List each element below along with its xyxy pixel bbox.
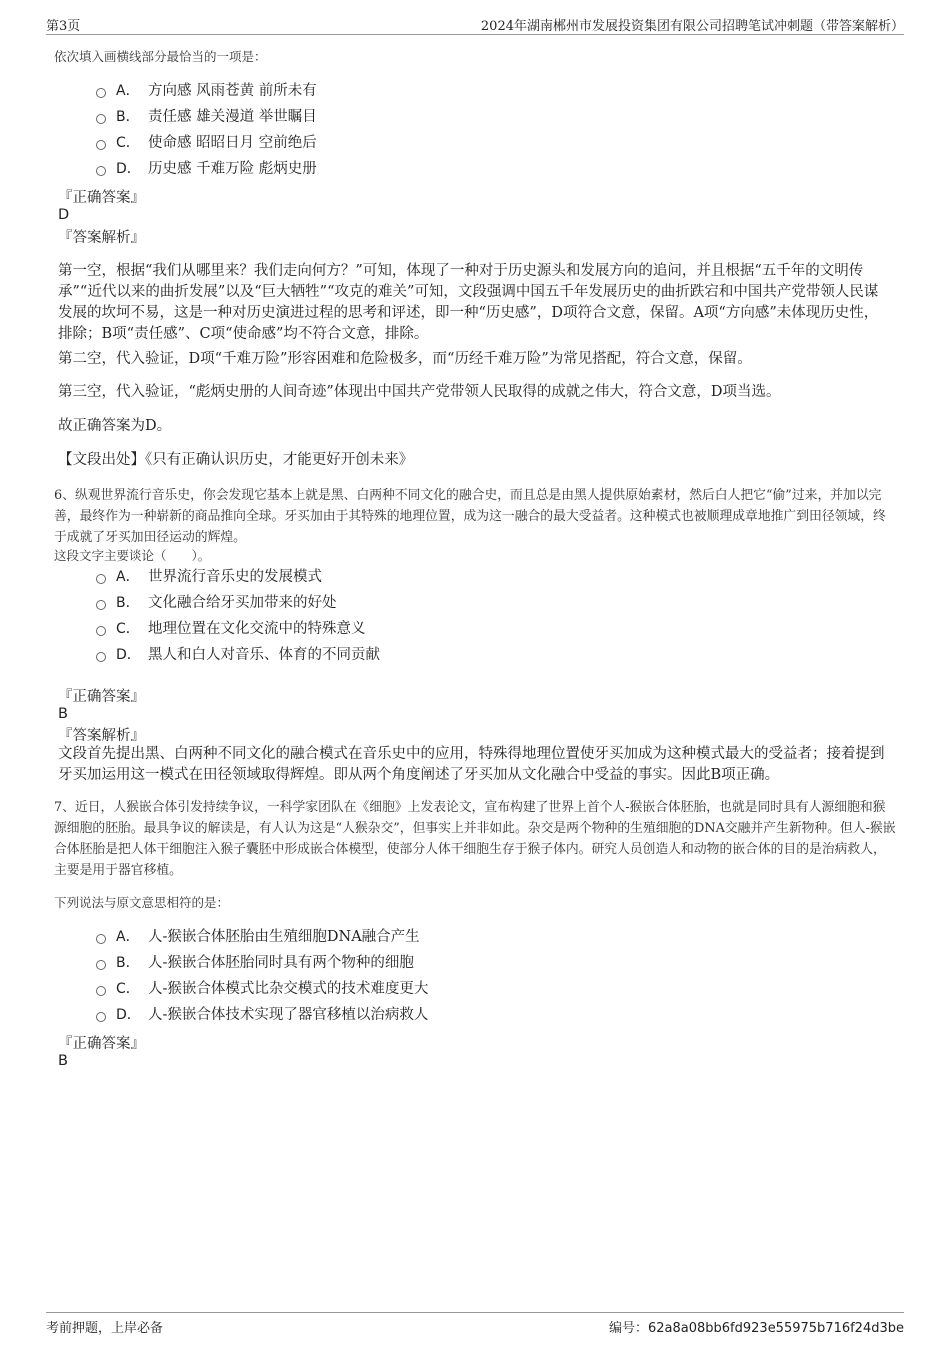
q5-analysis-para-3: 第三空，代入验证，“彪炳史册的人间奇迹”体现出中国共产党带领人民取得的成就之伟大，符合文意，D项当选。 xyxy=(58,384,781,400)
q6-analysis: 文段首先提出黑、白两种不同文化的融合模式在音乐史中的应用，特殊得地理位置使牙买加成为这种模式最大的受益者；接着提到牙买加运用这一模式在田径领域取得辉煌。即从两个角度阐述了牙买加从文化融合中受益的事实。因此B项正确。 xyxy=(58,746,885,783)
q5-answer-label: 『正确答案』 xyxy=(58,190,145,206)
q5-source: 【文段出处】《只有正确认识历史，才能更好开创未来》 xyxy=(58,452,414,468)
q5-option-c[interactable]: C． 使命感 昭昭日月 空前绝后 xyxy=(96,132,317,154)
q5-option-d[interactable]: D． 历史感 千难万险 彪炳史册 xyxy=(96,158,317,180)
page-number: 第3页 xyxy=(46,19,81,34)
q6-option-d[interactable]: D． 黑人和白人对音乐、体育的不同贡献 xyxy=(96,644,380,666)
radio-icon[interactable] xyxy=(96,114,106,124)
page-header xyxy=(46,14,904,35)
q6-analysis-label: 『答案解析』 xyxy=(58,728,145,744)
radio-icon[interactable] xyxy=(96,1012,106,1022)
radio-icon[interactable] xyxy=(96,600,106,610)
radio-icon[interactable] xyxy=(96,166,106,176)
q6-answer-label: 『正确答案』 xyxy=(58,689,145,705)
q7-option-c[interactable]: C． 人-猴嵌合体模式比杂交模式的技术难度更大 xyxy=(96,978,428,1000)
q6-stem: 6、纵观世界流行音乐史，你会发现它基本上就是黑、白两种不同文化的融合史，而且总是由黑人提供原始素材，然后白人把它“偷”过来，并加以完善，最终作为一种崭新的商品推向全球。牙买加由于其特殊的地理位置，成为这一融合的最大受益者。这种模式也被顺理成章地推广到田径领域，终于成就了牙买加田径运动的辉煌。 xyxy=(54,488,886,545)
radio-icon[interactable] xyxy=(96,140,106,150)
page-footer xyxy=(46,1312,904,1337)
q5-analysis-para-1: 第一空，根据“我们从哪里来？我们走向何方？”可知，体现了一种对于历史源头和发展方向的追问，并且根据“五千年的文明传承”“近代以来的曲折发展”以及“巨大牺牲”“攻克的难关”可知，文段强调中国五千年发展历史的曲折跌宕和中国共产党带领人民谋发展的坎坷不易，这是一种对历史演进过程的思考和评述，即一种“历史感”，D项符合文意，保留。A项“方向感”未体现历史性，排除；B项“责任感”、C项“使命感”均不符合文意，排除。 xyxy=(58,263,879,342)
q7-answer: B xyxy=(58,1053,68,1069)
radio-icon[interactable] xyxy=(96,960,106,970)
q6-prompt: 这段文字主要谈论（ ）。 xyxy=(54,548,211,563)
q7-prompt: 下列说法与原文意思相符的是： xyxy=(54,895,230,910)
radio-icon[interactable] xyxy=(96,934,106,944)
document-title: 2024年湖南郴州市发展投资集团有限公司招聘笔试冲刺题（带答案解析） xyxy=(480,19,904,34)
radio-icon[interactable] xyxy=(96,626,106,636)
q5-analysis-label: 『答案解析』 xyxy=(58,230,145,246)
q5-conclusion: 故正确答案为D。 xyxy=(58,418,172,434)
q7-answer-label: 『正确答案』 xyxy=(58,1036,145,1052)
q6-option-c[interactable]: C． 地理位置在文化交流中的特殊意义 xyxy=(96,618,366,640)
q5-analysis-para-2: 第二空，代入验证，D项“千难万险”形容困难和危险极多，而“历经千难万险”为常见搭配，符合文意，保留。 xyxy=(58,351,752,367)
q6-option-a[interactable]: A． 世界流行音乐史的发展模式 xyxy=(96,566,322,588)
code-label: 编号： xyxy=(608,1321,648,1336)
q5-prompt: 依次填入画横线部分最恰当的一项是： xyxy=(54,49,267,64)
code-value: 62a8a08bb6fd923e55975b716f24d3be xyxy=(647,1321,904,1336)
radio-icon[interactable] xyxy=(96,986,106,996)
q6-answer: B xyxy=(58,706,68,722)
q5-option-a[interactable]: A． 方向感 风雨苍黄 前所未有 xyxy=(96,80,317,102)
radio-icon[interactable] xyxy=(96,652,106,662)
radio-icon[interactable] xyxy=(96,574,106,584)
footer-slogan: 考前押题，上岸必备 xyxy=(46,1321,164,1336)
q7-stem: 7、近日，人猴嵌合体引发持续争议，一科学家团队在《细胞》上发表论文，宣布构建了世界上首个人-猴嵌合体胚胎，也就是同时具有人源细胞和猴源细胞的胚胎。最具争议的解读是，有人认为这是“人猴杂交”，但事实上并非如此。杂交是两个物种的生殖细胞的DNA交融并产生新物种。但人-猴嵌合体胚胎是把人体干细胞注入猴子囊胚中形成嵌合体模型，使部分人体干细胞生存于猴子体内。研究人员创造人和动物的嵌合体的目的是治病救人，主要是用于器官移植。 xyxy=(54,800,896,878)
q6-option-b[interactable]: B． 文化融合给牙买加带来的好处 xyxy=(96,592,337,614)
q7-option-b[interactable]: B． 人-猴嵌合体胚胎同时具有两个物种的细胞 xyxy=(96,952,414,974)
q5-answer: D xyxy=(58,207,70,223)
document-code xyxy=(609,1317,904,1336)
q7-option-d[interactable]: D． 人-猴嵌合体技术实现了器官移植以治病救人 xyxy=(96,1004,428,1026)
radio-icon[interactable] xyxy=(96,88,106,98)
q7-option-a[interactable]: A． 人-猴嵌合体胚胎由生殖细胞DNA融合产生 xyxy=(96,926,420,948)
q5-option-b[interactable]: B． 责任感 雄关漫道 举世瞩目 xyxy=(96,106,317,128)
